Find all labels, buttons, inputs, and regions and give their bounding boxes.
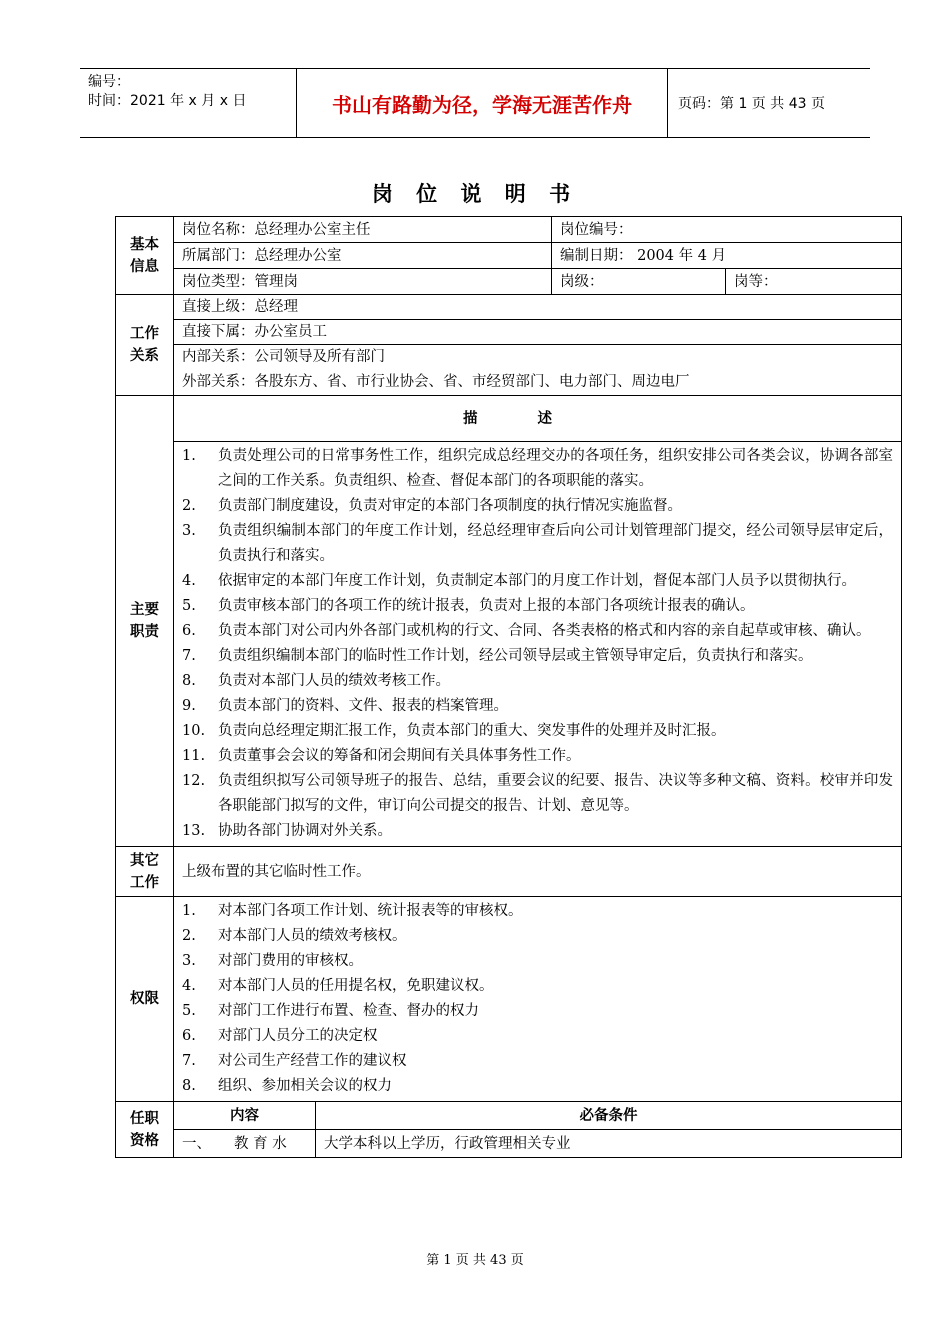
authority-item-text: 对本部门各项工作计划、统计报表等的审核权。	[218, 903, 523, 919]
duty-item-text: 负责本部门的资料、文件、报表的档案管理。	[218, 698, 508, 714]
duty-item	[182, 594, 893, 619]
duty-item-text: 负责组织拟写公司领导班子的报告、总结，重要会议的纪要、报告、决议等多种文稿、资料。校审并印发各职能部门拟写的文件，审订向公司提交的报告、计划、意见等。	[218, 773, 893, 814]
authority-label: 权限	[116, 897, 174, 1102]
duty-item-number: 3.	[182, 523, 196, 539]
duty-item	[182, 744, 893, 769]
authority-item	[182, 974, 893, 999]
position-level: 岗级：	[552, 269, 726, 295]
authority-list	[182, 899, 893, 1099]
qualification-value-education: 大学本科以上学历，行政管理相关专业	[316, 1130, 902, 1158]
duty-item-text: 负责本部门对公司内外各部门或机构的行文、合同、各类表格的格式和内容的亲自起草或审核、确认。	[218, 623, 871, 639]
duty-item	[182, 719, 893, 744]
duty-item-text: 负责组织编制本部门的临时性工作计划，经公司领导层或主管领导审定后，负责执行和落实。	[218, 648, 813, 664]
qualification-col-required: 必备条件	[316, 1102, 902, 1130]
duty-item-number: 7.	[182, 648, 196, 664]
authority-item-text: 对本部门人员的绩效考核权。	[218, 928, 407, 944]
position-type: 岗位类型：管理岗	[174, 269, 552, 295]
duty-item	[182, 494, 893, 519]
duty-item	[182, 644, 893, 669]
direct-superior: 直接上级：总经理	[174, 295, 902, 320]
main-duties-label: 主要职责	[116, 396, 174, 847]
authority-item-number: 3.	[182, 953, 196, 969]
duty-item-number: 5.	[182, 598, 196, 614]
direct-subordinate: 直接下属：办公室员工	[174, 320, 902, 345]
header-motto: 书山有路勤为径，学海无涯苦作舟	[297, 69, 668, 137]
duties-header: 描述	[174, 396, 902, 442]
position-code: 岗位编号：	[552, 217, 902, 243]
authority-item-text: 组织、参加相关会议的权力	[218, 1078, 392, 1094]
authority-item-number: 1.	[182, 903, 196, 919]
authority-item	[182, 1049, 893, 1074]
duty-item-number: 1.	[182, 448, 196, 464]
authority-item-text: 对部门人员分工的决定权	[218, 1028, 378, 1044]
authority-item-number: 6.	[182, 1028, 196, 1044]
duty-item-text: 负责向总经理定期汇报工作，负责本部门的重大、突发事件的处理并及时汇报。	[218, 723, 726, 739]
duty-item	[182, 444, 893, 494]
authority-item-text: 对部门工作进行布置、检查、督办的权力	[218, 1003, 479, 1019]
authority-item-text: 对本部门人员的任用提名权，免职建议权。	[218, 978, 494, 994]
qualification-item-education: 一、 教 育 水	[174, 1130, 316, 1158]
authority-item-text: 对部门费用的审核权。	[218, 953, 363, 969]
duty-item-number: 12.	[182, 773, 206, 789]
duty-item-text: 负责董事会会议的筹备和闭会期间有关具体事务性工作。	[218, 748, 581, 764]
department: 所属部门：总经理办公室	[174, 243, 552, 269]
time-label: 时间：2021 年 x 月 x 日	[88, 93, 247, 109]
duty-item-number: 2.	[182, 498, 196, 514]
duty-item-number: 13.	[182, 823, 206, 839]
duty-item-number: 9.	[182, 698, 196, 714]
duty-item-number: 11.	[182, 748, 206, 764]
duty-item-text: 依据审定的本部门年度工作计划，负责制定本部门的月度工作计划，督促本部门人员予以贯彻执行。	[218, 573, 856, 589]
position-name: 岗位名称：总经理办公室主任	[174, 217, 552, 243]
duties-list-cell	[174, 442, 902, 847]
page-header	[80, 68, 870, 138]
job-description-table	[115, 216, 902, 1158]
authority-item-number: 4.	[182, 978, 196, 994]
internal-relations: 内部关系：公司领导及所有部门	[182, 349, 385, 365]
position-grade: 岗等：	[726, 269, 902, 295]
document-title: 岗 位 说 明 书	[371, 181, 579, 206]
other-work-label: 其它工作	[116, 847, 174, 897]
duty-item	[182, 769, 893, 819]
duty-item-number: 4.	[182, 573, 196, 589]
authority-list-cell	[174, 897, 902, 1102]
duty-item	[182, 619, 893, 644]
authority-item	[182, 949, 893, 974]
duty-item-number: 8.	[182, 673, 196, 689]
duty-item-text: 负责对本部门人员的绩效考核工作。	[218, 673, 450, 689]
authority-item-number: 2.	[182, 928, 196, 944]
duty-item	[182, 669, 893, 694]
duty-item-number: 6.	[182, 623, 196, 639]
authority-item	[182, 899, 893, 924]
other-work-text: 上级布置的其它临时性工作。	[174, 847, 902, 897]
authority-item-number: 7.	[182, 1053, 196, 1069]
duties-list	[182, 444, 893, 844]
duty-item-text: 协助各部门协调对外关系。	[218, 823, 392, 839]
duty-item-text: 负责部门制度建设，负责对审定的本部门各项制度的执行情况实施监督。	[218, 498, 682, 514]
authority-item-number: 8.	[182, 1078, 196, 1094]
duty-item	[182, 819, 893, 844]
duty-item-text: 负责处理公司的日常事务性工作，组织完成总经理交办的各项任务，组织安排公司各类会议，协调各部室之间的工作关系。负责组织、检查、督促本部门的各项职能的落实。	[218, 448, 893, 489]
duty-item-text: 负责审核本部门的各项工作的统计报表，负责对上报的本部门各项统计报表的确认。	[218, 598, 755, 614]
internal-external-relations	[174, 345, 902, 396]
header-meta	[80, 69, 297, 137]
compile-date: 编制日期： 2004 年 4 月	[552, 243, 902, 269]
page-footer: 第 1 页 共 43 页	[426, 1253, 524, 1268]
authority-item-number: 5.	[182, 1003, 196, 1019]
duty-item-number: 10.	[182, 723, 206, 739]
qualification-col-content: 内容	[174, 1102, 316, 1130]
authority-item	[182, 1074, 893, 1099]
authority-item	[182, 1024, 893, 1049]
duty-item	[182, 694, 893, 719]
duty-item-text: 负责组织编制本部门的年度工作计划，经总经理审查后向公司计划管理部门提交，经公司领导层审定后，负责执行和落实。	[218, 523, 893, 564]
duty-item	[182, 569, 893, 594]
qualification-label: 任职资格	[116, 1102, 174, 1158]
number-label: 编号：	[88, 74, 130, 90]
header-page-info: 页码：第 1 页 共 43 页	[678, 96, 825, 112]
authority-item-text: 对公司生产经营工作的建议权	[218, 1053, 407, 1069]
work-relations-label: 工作关系	[116, 295, 174, 396]
authority-item	[182, 999, 893, 1024]
authority-item	[182, 924, 893, 949]
external-relations: 外部关系：各股东方、省、市行业协会、省、市经贸部门、电力部门、周边电厂	[182, 374, 690, 390]
basic-info-label: 基本信息	[116, 217, 174, 295]
duty-item	[182, 519, 893, 569]
